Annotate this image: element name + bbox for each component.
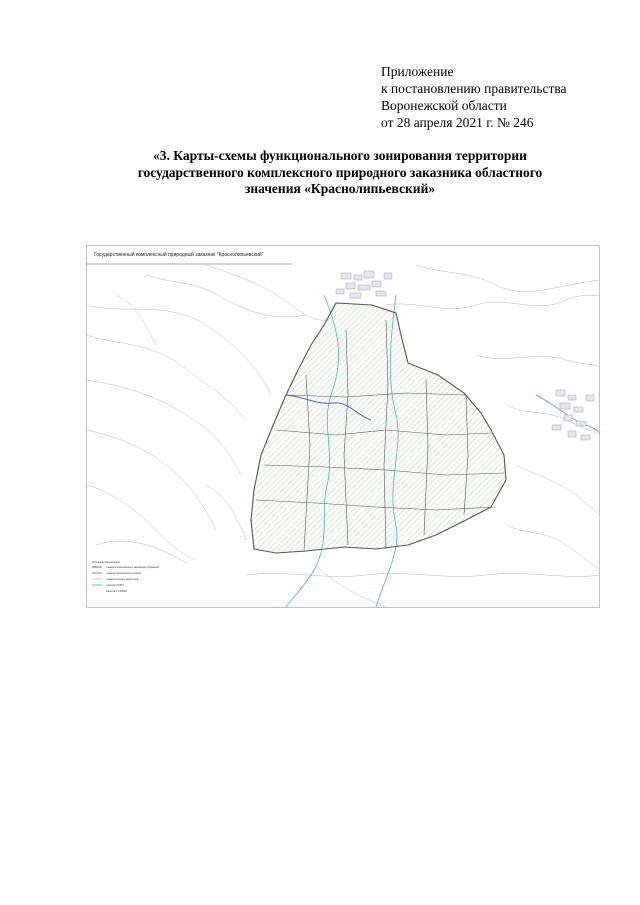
appendix-line: от 28 апреля 2021 г. № 246 — [381, 115, 534, 130]
legend-item: граница лесных кварталов — [106, 578, 139, 581]
appendix-line: Воронежской области — [381, 98, 507, 113]
appendix-line: Приложение — [381, 64, 454, 79]
title-line: государственного комплексного природного заказника областного — [137, 164, 543, 180]
map-svg — [86, 245, 600, 608]
document-title — [80, 148, 600, 198]
legend-item: граница комплексного заказника (охранная) — [106, 566, 160, 569]
legend-heading: Условные обозначения — [92, 561, 121, 564]
title-line: значения «Краснолипьевский» — [244, 181, 436, 196]
zoning-map — [86, 245, 600, 608]
map-header: Государственный комплексный природный заказник "Краснолипьевский" — [94, 252, 264, 258]
legend-item: граница населённых пунктов — [106, 572, 141, 575]
legend-scale: масштаб 1:50000 — [106, 590, 127, 593]
appendix-line: к постановлению правительства — [381, 81, 567, 96]
title-line: «3. Карты-схемы функционального зонирования территории — [153, 148, 527, 163]
legend-item: граница ООПТ — [106, 584, 124, 587]
appendix-block — [381, 63, 567, 131]
